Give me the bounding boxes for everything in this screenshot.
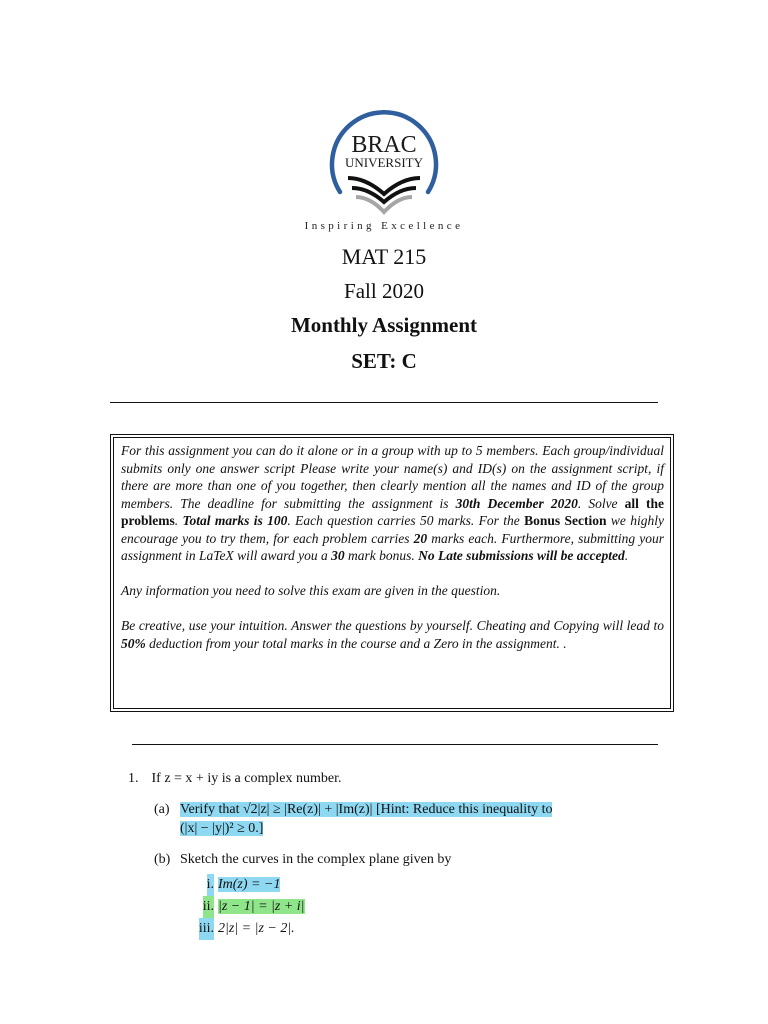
penalty-percent: 50% — [121, 635, 146, 651]
brac-university-logo — [322, 100, 446, 224]
latex-bonus: 30 — [331, 548, 345, 563]
item-label: i. — [207, 874, 214, 896]
instructions-paragraph-3 — [121, 617, 664, 652]
bonus-marks: 20 — [413, 530, 428, 546]
item-expression: Im(z) = −1 — [218, 877, 281, 892]
assignment-title: Monthly Assignment — [290, 313, 478, 337]
deadline: 30th December 2020 — [455, 495, 578, 511]
subpart-b-text: Sketch the curves in the complex plane given by — [180, 852, 452, 867]
subpart-a-line2: (|x| − |y|)² ≥ 0.] — [180, 821, 264, 836]
instructions-paragraph-2: Any information you need to solve this exam are given in the question. — [121, 583, 501, 598]
item-label: iii. — [199, 918, 214, 940]
instr-text: . Solve — [577, 495, 625, 511]
instructions-inner — [113, 437, 671, 709]
course-code: MAT 215 — [341, 244, 427, 269]
instr-text: marks each. Furthermore, submitting your assignment in LaTeX will award you a — [121, 530, 664, 563]
all-problems: all the problems — [121, 495, 665, 528]
subpart-a-line1: Verify that √2|z| ≥ |Re(z)| + |Im(z)| [Hint: Reduce this inequality to — [180, 802, 553, 817]
question-stem: If z = x + iy is a complex number. — [151, 771, 342, 786]
logo-line2: UNIVERSITY — [345, 155, 423, 170]
instr-text: we highly encourage you to try them, for each problem carries — [121, 513, 664, 546]
list-item — [190, 918, 668, 940]
instr-text: . Each question carries 50 marks. For the — [287, 513, 525, 528]
instr-text: mark bonus. — [344, 548, 419, 563]
instr-text: Be creative, use your intuition. Answer the questions by yourself. Cheating and Copying will lead to — [121, 618, 664, 633]
bonus-section: Bonus Section — [524, 513, 607, 528]
set-label: SET: C — [351, 349, 417, 373]
list-item — [190, 896, 668, 918]
instructions-box — [110, 434, 674, 712]
question-1b — [128, 850, 668, 869]
instr-text: deduction from your total marks in the course and a Zero in the assignment. . — [145, 635, 567, 651]
item-expression: 2|z| = |z − 2|. — [218, 921, 295, 936]
instr-text: . — [174, 513, 183, 528]
no-late-submissions: No Late submissions will be accepted — [418, 548, 625, 563]
instructions-paragraph-1 — [121, 442, 664, 565]
item-label: ii. — [203, 896, 214, 918]
question-1a — [128, 800, 668, 838]
term: Fall 2020 — [344, 279, 424, 303]
question-number: 1. — [128, 771, 139, 786]
subpart-label: (b) — [154, 852, 171, 867]
logo-tagline: Inspiring Excellence — [304, 220, 464, 232]
divider-top — [110, 402, 658, 403]
divider-bottom — [132, 744, 658, 745]
questions-section — [128, 770, 668, 940]
total-marks: Total marks is 100 — [182, 513, 288, 528]
instr-text: . — [624, 548, 629, 563]
instr-text: For this assignment you can do it alone or in a group with up to 5 members. Each group/individual submits only one answer script Please write your name(s) and ID(s) on the assignment script, if there are more than one of you together, then clearly mention all the names and ID of the group members. The deadline for submitting the assignment is — [121, 443, 664, 511]
question-1 — [128, 770, 668, 788]
item-expression: |z − 1| = |z + i| — [218, 899, 305, 914]
logo-line1: BRAC — [351, 132, 417, 158]
list-item — [190, 874, 668, 896]
subpart-label: (a) — [154, 802, 170, 817]
subpart-b-items — [190, 874, 668, 940]
logo-book-top — [348, 178, 420, 194]
